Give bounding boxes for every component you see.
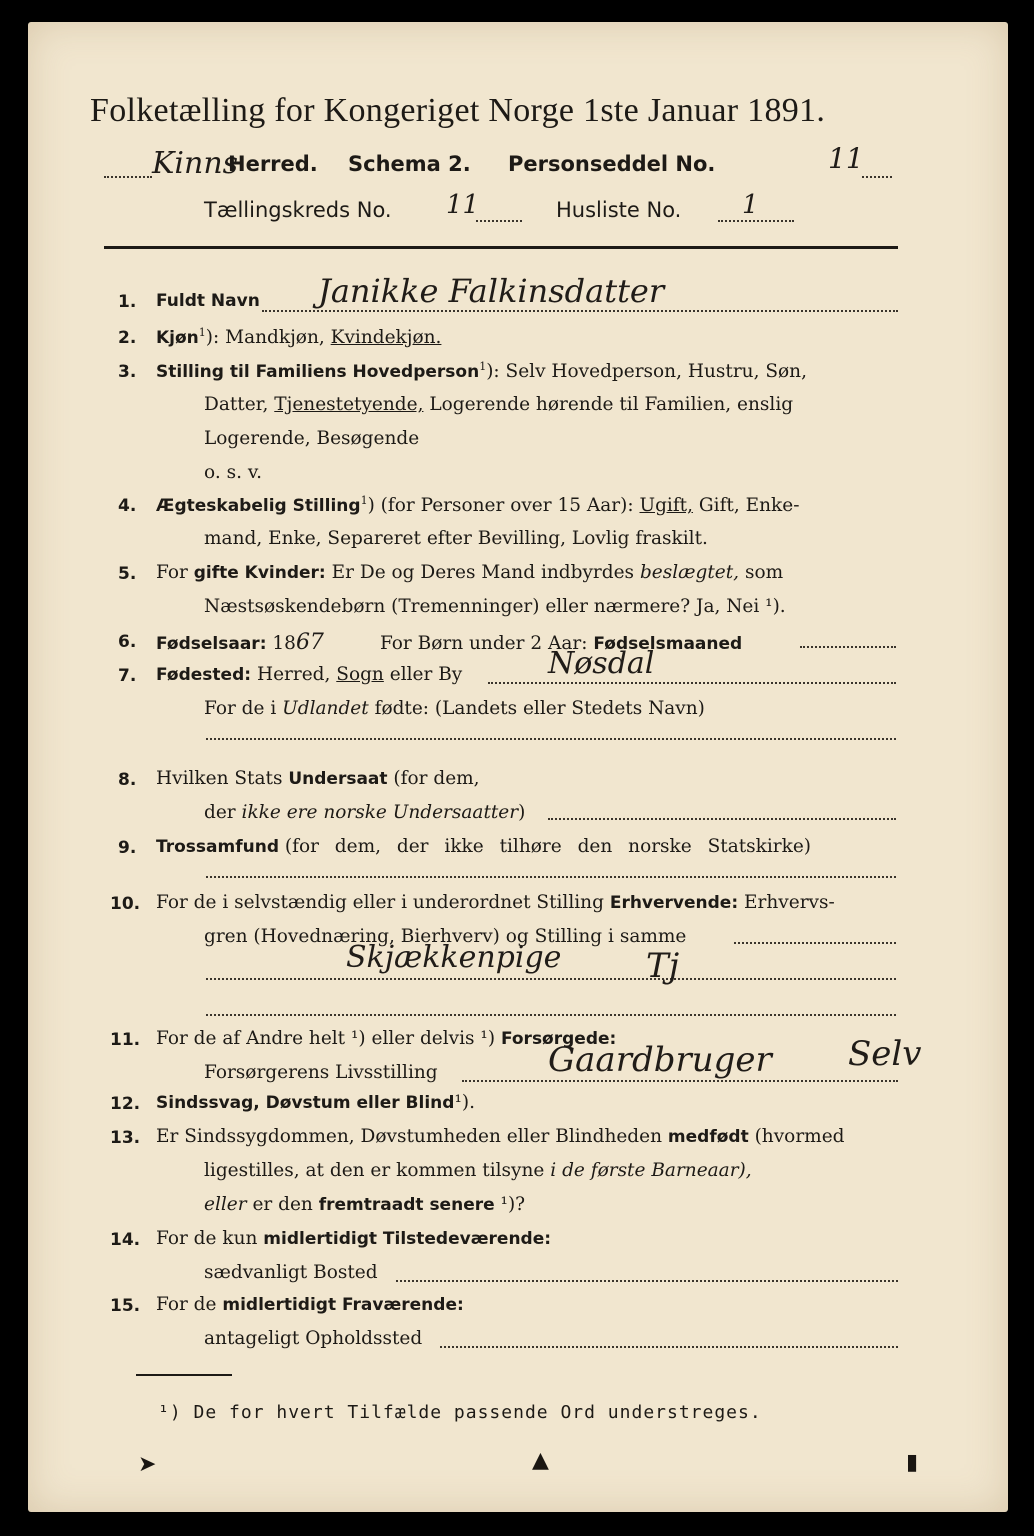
q10-line1 <box>156 892 835 913</box>
item-number: 4. <box>118 496 137 516</box>
item-number: 15. <box>110 1296 141 1316</box>
q15-label: midlertidigt Fraværende: <box>222 1295 464 1315</box>
q13-line3 <box>204 1194 525 1215</box>
q4-line2: mand, Enke, Separeret efter Bevilling, Lovlig fraskilt. <box>204 528 708 549</box>
q3-line3: Logerende, Besøgende <box>204 428 420 449</box>
q8-label: Undersaat <box>288 769 388 789</box>
q3-line1: Stilling til Familiens Hovedperson$^1$): Selv Hovedperson, Hustru, Søn, <box>156 360 807 383</box>
q10-value: Skjækkenpige <box>346 940 562 975</box>
q14-text-a: For de kun <box>156 1228 258 1249</box>
ink-mark: ➤ <box>138 1452 157 1477</box>
q2-label: Kjøn <box>156 328 199 349</box>
q6-text-b: Fødselsmaaned <box>593 634 743 654</box>
q3-line2-a: Datter, <box>204 394 269 415</box>
schema-label: Schema 2. <box>348 152 471 176</box>
dotted-line <box>104 176 152 178</box>
q10-line2: gren (Hovednæring, Bierhverv) og Stilling i samme <box>204 926 687 947</box>
q12-sup: ¹). <box>454 1092 475 1113</box>
q6-prefix: 18 <box>272 633 296 654</box>
item-number: 2. <box>118 328 137 348</box>
q15-line2: antageligt Opholdssted <box>204 1328 423 1349</box>
q1-label: Fuldt Navn <box>156 291 260 311</box>
footnote-divider <box>136 1374 232 1376</box>
item-number: 6. <box>118 632 137 652</box>
q6-value: 67 <box>295 630 324 655</box>
q10-text-a: For de i selvstændig eller i underordnet Stilling <box>156 892 604 913</box>
kreds-value: 11 <box>446 190 480 220</box>
q13-line3-d: ¹)? <box>500 1194 526 1215</box>
q10-text-b: Erhvervs- <box>744 892 835 913</box>
q2-sup: 1 <box>198 326 206 339</box>
item-number: 1. <box>118 292 137 312</box>
dotted-line <box>800 646 896 648</box>
item-number: 10. <box>110 894 141 914</box>
dotted-line <box>718 220 794 222</box>
item-number: 7. <box>118 666 137 686</box>
q3-line4: o. s. v. <box>204 462 262 483</box>
q13-line3-c: fremtraadt senere <box>318 1195 495 1215</box>
q5-line2: Næstsøskendebørn (Tremenninger) eller nærmere? Ja, Nei ¹). <box>204 596 786 617</box>
q14-label: midlertidigt Tilstedeværende: <box>263 1229 552 1249</box>
q7-line2 <box>204 698 705 719</box>
q2-selected-option: Kvindekjøn. <box>330 327 442 349</box>
dotted-line <box>476 220 522 222</box>
q2-text <box>156 326 441 348</box>
herred-label: Herred. <box>228 152 318 176</box>
q4-text-a: ) (for Personer over 15 Aar): <box>367 495 634 517</box>
q5-line1 <box>156 562 783 583</box>
q8-line2-a: der <box>204 802 236 823</box>
q14-line1 <box>156 1228 551 1249</box>
item-number: 13. <box>110 1128 141 1148</box>
q4-selected-option: Ugift, <box>639 495 693 517</box>
q7-value: Nøsdal <box>548 646 655 681</box>
dotted-line <box>206 1014 896 1016</box>
q9-text-a: (for dem, der ikke tilhøre den norske Statskirke) <box>284 836 811 857</box>
herred-value: Kinns <box>152 146 239 181</box>
q7-text-c: eller By <box>389 664 463 685</box>
q4-label: Ægteskabelig Stilling <box>156 496 361 517</box>
q7-selected-option: Sogn <box>336 664 384 685</box>
q15-text-a: For de <box>156 1294 217 1315</box>
q9-label: Trossamfund <box>156 837 279 857</box>
q7-line1 <box>156 664 462 685</box>
dotted-line <box>262 310 898 312</box>
q13-label: medfødt <box>667 1127 749 1147</box>
dotted-line <box>206 978 896 980</box>
form-title: Folketælling for Kongeriget Norge 1ste Januar 1891. <box>90 92 826 129</box>
dotted-line <box>396 1280 898 1282</box>
q4-text-c: Gift, <box>698 495 740 517</box>
q13-line2-b: i de første Barneaar), <box>550 1160 752 1181</box>
item-number: 14. <box>110 1230 141 1250</box>
ink-mark: ▮ <box>906 1450 919 1475</box>
dotted-line <box>734 942 896 944</box>
item-number: 11. <box>110 1030 141 1050</box>
q11-line2: Forsørgerens Livsstilling <box>204 1062 438 1083</box>
q7-text-a: Herred, <box>256 664 331 685</box>
item-number: 12. <box>110 1094 141 1114</box>
q3-text-a: ): Selv Hovedperson, Hustru, Søn, <box>486 361 807 383</box>
q14-line2: sædvanligt Bosted <box>204 1262 378 1283</box>
husliste-label: Husliste No. <box>556 198 682 222</box>
q10-label: Erhvervende: <box>609 893 739 913</box>
q5-text-b: beslægtet, <box>639 562 740 583</box>
dotted-line <box>206 738 896 740</box>
q7-label: Fødested: <box>156 665 252 685</box>
q8-line1 <box>156 768 480 789</box>
dotted-line <box>862 176 892 178</box>
q13-line2 <box>204 1160 752 1181</box>
q8-text-b: (for dem, <box>393 768 480 789</box>
item-number: 3. <box>118 362 137 382</box>
dotted-line <box>206 876 896 878</box>
item-number: 9. <box>118 838 137 858</box>
q13-line2-a: ligestilles, at den er kommen tilsyne <box>204 1160 545 1181</box>
q10-value2: Tj <box>646 946 680 986</box>
q9-line1 <box>156 836 811 857</box>
item-number: 5. <box>118 564 137 584</box>
q7-line2-a: For de i <box>204 698 277 719</box>
q12-label: Sindssvag, Døvstum eller Blind <box>156 1093 455 1113</box>
dotted-line <box>548 818 896 820</box>
dotted-line <box>440 1346 898 1348</box>
q13-line3-b: er den <box>252 1194 313 1215</box>
footnote: ¹) De for hvert Tilfælde passende Ord understreges. <box>158 1402 762 1423</box>
q13-text-b: (hvormed <box>754 1126 845 1147</box>
q11-text-a: For de af Andre helt ¹) eller delvis ¹) <box>156 1028 496 1049</box>
q3-line2 <box>204 394 793 415</box>
q2-text-a: ): Mandkjøn, <box>205 327 325 349</box>
q4-text-d: Enke- <box>745 495 800 517</box>
q8-line2: der ikke ere norske Undersaatter) <box>204 802 526 823</box>
q4-line1: Ægteskabelig Stilling$^1$) (for Personer over 15 Aar): Ugift, Gift, Enke- <box>156 494 800 517</box>
q1-value: Janikke Falkinsdatter <box>318 272 665 310</box>
q13-text-a: Er Sindssygdommen, Døvstumheden eller Blindheden <box>156 1126 663 1147</box>
q5-label-a: For <box>156 562 188 583</box>
q11-label: Forsørgede: <box>500 1029 617 1049</box>
q5-label-b: gifte Kvinder: <box>193 563 326 583</box>
q8-line2-b: ikke ere norske Undersaatter <box>241 802 519 823</box>
q3-line2-c: Logerende hørende til Familien, enslig <box>429 394 794 415</box>
q6-text-a: For Børn under 2 Aar: <box>379 633 588 654</box>
q11-value2: Selv <box>848 1034 922 1074</box>
q15-line1 <box>156 1294 464 1315</box>
q13-line1 <box>156 1126 845 1147</box>
q3-selected-option: Tjenestetyende, <box>274 394 424 415</box>
q7-line2-c: fødte: (Landets eller Stedets Navn) <box>374 698 705 719</box>
q5-text-a: Er De og Deres Mand indbyrdes <box>331 562 635 583</box>
q7-line2-b: Udlandet <box>282 698 369 719</box>
q8-text-a: Hvilken Stats <box>156 768 283 789</box>
ink-mark: ▲ <box>532 1448 549 1473</box>
q13-line3-a: eller <box>204 1194 247 1215</box>
personseddel-label: Personseddel No. <box>508 152 716 176</box>
q12-line <box>156 1092 475 1113</box>
q11-value: Gaardbruger <box>548 1040 772 1080</box>
kreds-label: Tællingskreds No. <box>204 198 392 222</box>
item-number: 8. <box>118 770 137 790</box>
header-divider <box>104 246 898 249</box>
q3-label: Stilling til Familiens Hovedperson <box>156 362 480 383</box>
personseddel-value: 11 <box>828 142 864 175</box>
dotted-line <box>462 1080 898 1082</box>
q5-text-c: som <box>744 562 784 583</box>
q6-label: Fødselsaar: <box>156 634 267 654</box>
husliste-value: 1 <box>742 190 759 220</box>
dotted-line <box>488 682 896 684</box>
